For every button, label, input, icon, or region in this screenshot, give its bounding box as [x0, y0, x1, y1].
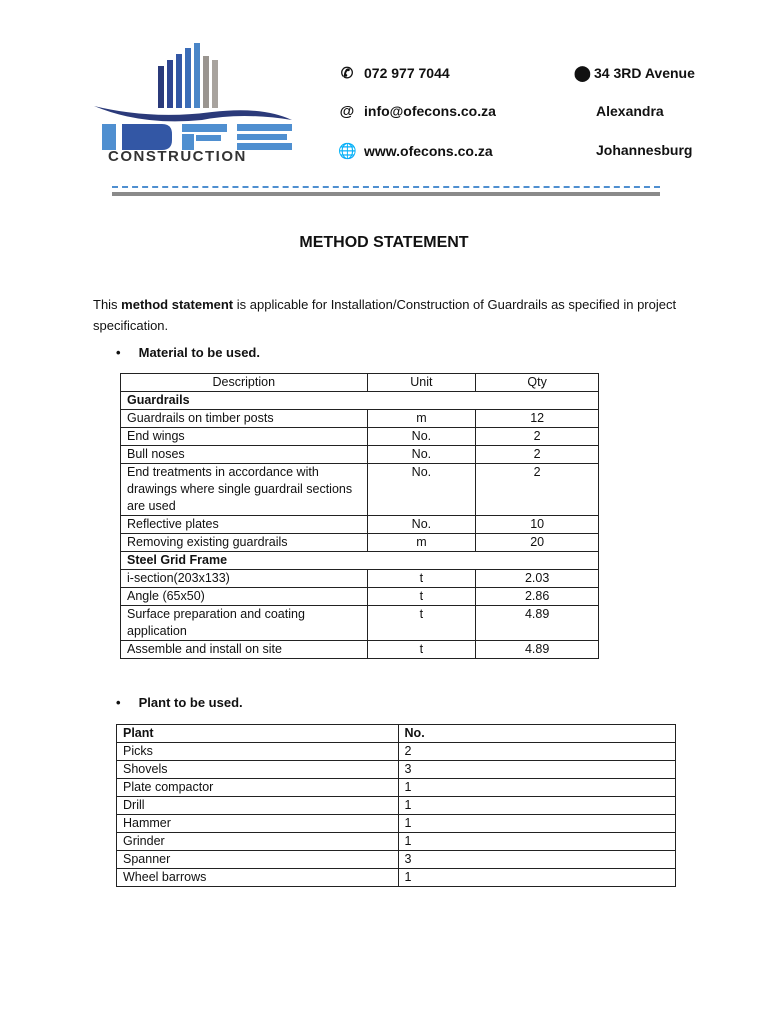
section-label: Guardrails — [121, 392, 599, 410]
table-row — [121, 588, 599, 606]
qty-cell: 2 — [476, 446, 599, 464]
address-line-2: Alexandra — [596, 103, 664, 119]
qty-cell: 4.89 — [476, 606, 599, 641]
intro-text-rest: is applicable for Installation/Construction of Guardrails as specified in project specification. — [93, 297, 677, 333]
location-pin-icon: ⬤ — [574, 65, 591, 82]
email-address: info@ofecons.co.za — [364, 103, 496, 119]
qty-cell: 10 — [476, 516, 599, 534]
table-row — [117, 815, 676, 833]
qty-cell: 2 — [476, 464, 599, 516]
plant-count-cell: 3 — [398, 851, 675, 869]
unit-cell: t — [367, 570, 476, 588]
qty-cell: 4.89 — [476, 641, 599, 659]
table-row — [121, 516, 599, 534]
plant-name-cell: Hammer — [117, 815, 399, 833]
address-text: 34 3RD Avenue — [594, 65, 695, 81]
description-cell: End wings — [121, 428, 368, 446]
logo-subtitle: CONSTRUCTION — [108, 148, 247, 165]
table-row — [121, 464, 599, 516]
description-cell: Bull noses — [121, 446, 368, 464]
unit-cell: No. — [367, 464, 476, 516]
plant-count-cell: 1 — [398, 779, 675, 797]
description-cell: Surface preparation and coating application — [121, 606, 368, 641]
globe-icon: 🌐 — [338, 143, 357, 160]
header-divider — [112, 186, 660, 188]
section-label: Steel Grid Frame — [121, 552, 599, 570]
table-row — [121, 410, 599, 428]
table-row — [117, 797, 676, 815]
description-cell: Assemble and install on site — [121, 641, 368, 659]
plant-count-cell: 2 — [398, 743, 675, 761]
phone-contact — [338, 64, 450, 82]
qty-cell: 20 — [476, 534, 599, 552]
materials-table — [120, 373, 599, 659]
section-row — [121, 392, 599, 410]
plant-count-cell: 1 — [398, 797, 675, 815]
table-row — [121, 428, 599, 446]
at-icon: @ — [339, 103, 355, 120]
table-row — [117, 851, 676, 869]
phone-number: 072 977 7044 — [364, 65, 450, 81]
intro-bold: method statement — [121, 297, 234, 312]
table-row — [121, 570, 599, 588]
plant-name-cell: Spanner — [117, 851, 399, 869]
plant-name-cell: Picks — [117, 743, 399, 761]
plant-count-cell: 1 — [398, 869, 675, 887]
unit-cell: No. — [367, 446, 476, 464]
plant-name-cell: Wheel barrows — [117, 869, 399, 887]
website: www.ofecons.co.za — [364, 143, 493, 159]
description-cell: Guardrails on timber posts — [121, 410, 368, 428]
web-contact — [338, 142, 493, 160]
qty-cell: 12 — [476, 410, 599, 428]
intro-paragraph — [93, 294, 683, 336]
column-header: No. — [398, 725, 675, 743]
plant-name-cell: Plate compactor — [117, 779, 399, 797]
table-row — [121, 534, 599, 552]
description-cell: End treatments in accordance with drawings where single guardrail sections are used — [121, 464, 368, 516]
table-row — [117, 869, 676, 887]
unit-cell: t — [367, 641, 476, 659]
plant-name-cell: Shovels — [117, 761, 399, 779]
column-header: Plant — [117, 725, 399, 743]
company-logo — [92, 40, 297, 168]
plant-heading-text: Plant to be used. — [138, 695, 243, 710]
materials-heading: • Material to be used. — [116, 345, 260, 360]
phone-icon: ✆ — [340, 65, 354, 82]
qty-cell: 2 — [476, 428, 599, 446]
header-divider-bar — [112, 192, 660, 196]
unit-cell: m — [367, 410, 476, 428]
plant-name-cell: Grinder — [117, 833, 399, 851]
address-line-3: Johannesburg — [596, 142, 693, 158]
plant-table — [116, 724, 676, 887]
column-header: Description — [121, 374, 368, 392]
section-row — [121, 552, 599, 570]
plant-count-cell: 1 — [398, 815, 675, 833]
qty-cell: 2.86 — [476, 588, 599, 606]
table-row — [117, 779, 676, 797]
table-header-row — [121, 374, 599, 392]
address-line-1 — [574, 64, 695, 82]
plant-heading: • Plant to be used. — [116, 695, 243, 710]
qty-cell: 2.03 — [476, 570, 599, 588]
table-row — [121, 606, 599, 641]
table-row — [121, 446, 599, 464]
plant-count-cell: 1 — [398, 833, 675, 851]
unit-cell: t — [367, 606, 476, 641]
table-header-row — [117, 725, 676, 743]
description-cell: Reflective plates — [121, 516, 368, 534]
unit-cell: t — [367, 588, 476, 606]
unit-cell: m — [367, 534, 476, 552]
unit-cell: No. — [367, 428, 476, 446]
materials-heading-text: Material to be used. — [138, 345, 260, 360]
plant-name-cell: Drill — [117, 797, 399, 815]
table-row — [117, 761, 676, 779]
column-header: Unit — [367, 374, 476, 392]
table-row — [117, 833, 676, 851]
plant-count-cell: 3 — [398, 761, 675, 779]
page-title: METHOD STATEMENT — [299, 234, 469, 251]
email-contact — [338, 103, 496, 120]
description-cell: Angle (65x50) — [121, 588, 368, 606]
column-header: Qty — [476, 374, 599, 392]
description-cell: i-section(203x133) — [121, 570, 368, 588]
table-row — [117, 743, 676, 761]
description-cell: Removing existing guardrails — [121, 534, 368, 552]
unit-cell: No. — [367, 516, 476, 534]
intro-text: This — [93, 297, 122, 312]
table-row — [121, 641, 599, 659]
